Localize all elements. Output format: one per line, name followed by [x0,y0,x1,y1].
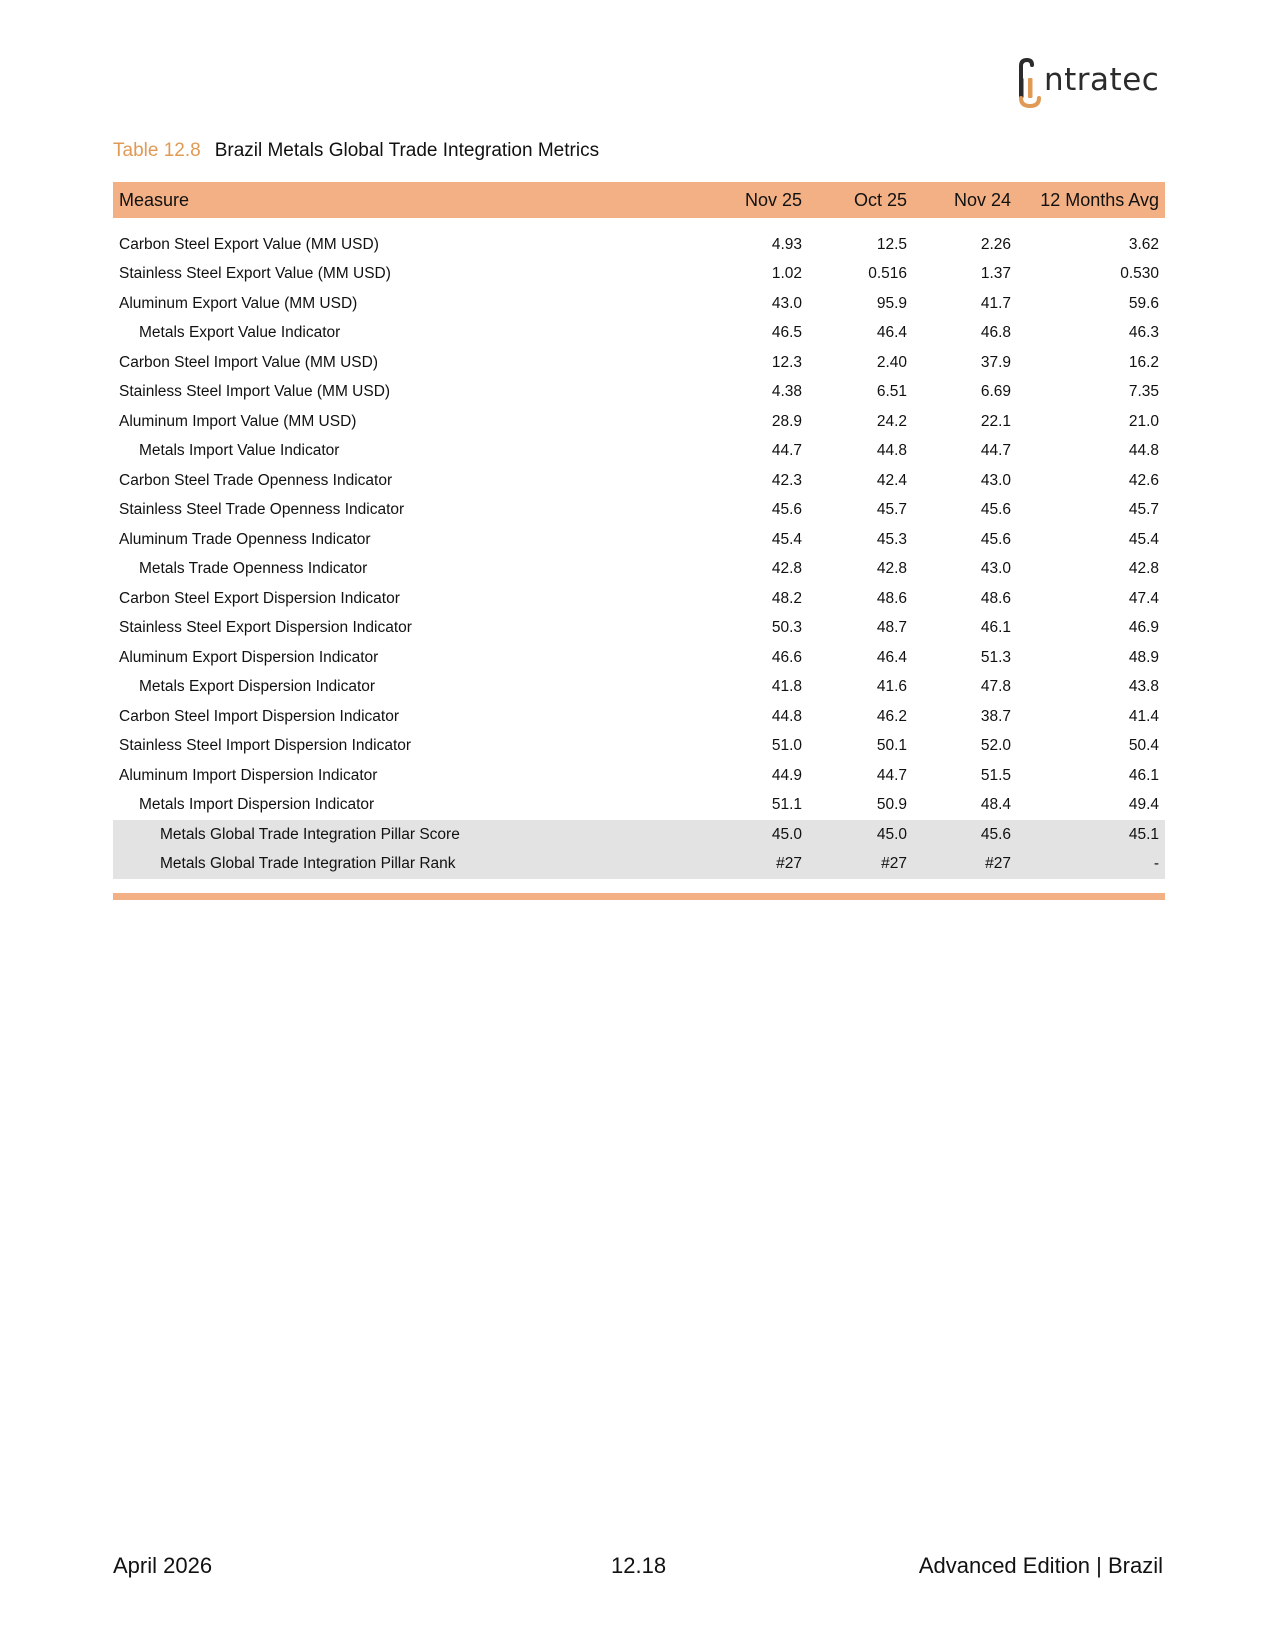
cell-nov-25: 1.02 [771,265,802,283]
table-row [113,791,1165,821]
cell-nov-24: 47.8 [980,678,1011,696]
pillar-rank-row [113,850,1165,880]
cell-12-months-avg: 59.6 [1128,294,1159,312]
cell-oct-25: 46.4 [876,324,907,342]
cell-12-months-avg: 46.3 [1128,324,1159,342]
cell-nov-24: 1.37 [980,265,1011,283]
cell-nov-25: 4.93 [771,235,802,253]
cell-nov-24: 46.8 [980,324,1011,342]
table-row [113,378,1165,408]
cell-nov-25: 28.9 [771,412,802,430]
cell-nov-24: 48.4 [980,796,1011,814]
cell-oct-25: 50.9 [876,796,907,814]
cell-oct-25: 48.6 [876,589,907,607]
cell-nov-25: 42.3 [771,471,802,489]
table-row [113,407,1165,437]
cell-oct-25: 44.7 [876,766,907,784]
cell-12-months-avg: 21.0 [1128,412,1159,430]
cell-nov-24: 43.0 [980,560,1011,578]
row-label: Carbon Steel Export Value (MM USD) [119,235,379,253]
row-label: Aluminum Trade Openness Indicator [119,530,371,548]
cell-nov-24: 45.6 [913,820,1017,850]
cell-oct-25: 50.1 [876,737,907,755]
table-row [113,260,1165,290]
footer-date: April 2026 [113,1553,213,1578]
table-row [113,584,1165,614]
cell-nov-24: 38.7 [980,707,1011,725]
cell-oct-25: 6.51 [876,383,907,401]
cell-12-months-avg: 7.35 [1128,383,1159,401]
row-label: Metals Export Dispersion Indicator [139,678,376,696]
cell-oct-25: 44.8 [876,442,907,460]
column-header-nov-25: Nov 25 [711,182,808,218]
table-row [113,673,1165,703]
cell-nov-25: 51.0 [771,737,802,755]
row-label: Carbon Steel Trade Openness Indicator [119,471,393,489]
cell-oct-25: 45.7 [876,501,907,519]
cell-oct-25: #27 [808,850,913,880]
cell-nov-24: 22.1 [980,412,1011,430]
cell-nov-24: 2.26 [980,235,1011,253]
cell-12-months-avg: 42.8 [1128,560,1159,578]
column-header-measure: Measure [113,182,711,218]
cell-nov-24: 45.6 [980,530,1011,548]
cell-oct-25: 48.7 [876,619,907,637]
cell-nov-24: 48.6 [980,589,1011,607]
cell-12-months-avg: 45.1 [1017,820,1165,850]
cell-12-months-avg: 45.7 [1128,501,1159,519]
row-label: Carbon Steel Export Dispersion Indicator [119,589,400,607]
cell-nov-25: 50.3 [771,619,802,637]
cell-12-months-avg: 43.8 [1128,678,1159,696]
cell-nov-25: 41.8 [771,678,802,696]
cell-oct-25: 41.6 [876,678,907,696]
cell-nov-24: 6.69 [980,383,1011,401]
table-row [113,319,1165,349]
row-label: Aluminum Export Dispersion Indicator [119,648,379,666]
cell-oct-25: 0.516 [868,265,907,283]
cell-12-months-avg: 46.1 [1128,766,1159,784]
table-header-row [113,182,1165,218]
cell-nov-25: #27 [711,850,808,880]
cell-12-months-avg: 0.530 [1120,265,1159,283]
cell-12-months-avg: 44.8 [1128,442,1159,460]
cell-nov-25: 12.3 [771,353,802,371]
table-row [113,614,1165,644]
cell-12-months-avg: 16.2 [1128,353,1159,371]
cell-nov-25: 51.1 [771,796,802,814]
table-row [113,289,1165,319]
cell-nov-24: 46.1 [980,619,1011,637]
cell-12-months-avg: 45.4 [1128,530,1159,548]
cell-oct-25: 24.2 [876,412,907,430]
cell-oct-25: 46.4 [876,648,907,666]
cell-nov-25: 44.9 [771,766,802,784]
cell-12-months-avg: 41.4 [1128,707,1159,725]
cell-nov-24: 52.0 [980,737,1011,755]
table-row [113,555,1165,585]
cell-oct-25: 42.8 [876,560,907,578]
row-label: Carbon Steel Import Value (MM USD) [119,353,378,371]
row-label: Aluminum Import Dispersion Indicator [119,766,378,784]
row-label: Aluminum Import Value (MM USD) [119,412,357,430]
cell-oct-25: 2.40 [876,353,907,371]
cell-nov-25: 42.8 [771,560,802,578]
cell-nov-25: 45.0 [711,820,808,850]
cell-nov-25: 43.0 [771,294,802,312]
cell-nov-24: 51.5 [980,766,1011,784]
column-header-oct-25: Oct 25 [808,182,913,218]
cell-oct-25: 45.3 [876,530,907,548]
row-label: Metals Trade Openness Indicator [139,560,368,578]
row-label: Metals Import Dispersion Indicator [139,796,375,814]
table-row [113,761,1165,791]
cell-nov-24: 43.0 [980,471,1011,489]
table-spacer-row [113,218,1165,230]
table-title: Brazil Metals Global Trade Integration Metrics [214,140,600,161]
cell-oct-25: 95.9 [876,294,907,312]
cell-12-months-avg: 46.9 [1128,619,1159,637]
cell-nov-24: #27 [913,850,1017,880]
row-label: Carbon Steel Import Dispersion Indicator [119,707,399,725]
cell-12-months-avg: 49.4 [1128,796,1159,814]
cell-nov-25: 48.2 [771,589,802,607]
cell-nov-24: 41.7 [980,294,1011,312]
table-caption [113,140,599,162]
row-label: Stainless Steel Import Value (MM USD) [119,383,391,401]
row-label: Metals Global Trade Integration Pillar Rank [113,850,711,880]
table-row [113,230,1165,260]
column-header-nov-24: Nov 24 [913,182,1017,218]
cell-12-months-avg: 3.62 [1128,235,1159,253]
cell-nov-25: 46.5 [771,324,802,342]
table-number: Table 12.8 [113,140,201,161]
column-header-12-months-avg: 12 Months Avg [1017,182,1165,218]
row-label: Stainless Steel Trade Openness Indicator [119,501,405,519]
cell-nov-25: 45.4 [771,530,802,548]
table-row [113,702,1165,732]
table-row [113,496,1165,526]
logo-text: ntratec [1044,62,1160,98]
row-label: Aluminum Export Value (MM USD) [119,294,358,312]
table-row [113,437,1165,467]
table-row [113,643,1165,673]
cell-nov-25: 45.6 [771,501,802,519]
table-row [113,525,1165,555]
table-row [113,348,1165,378]
row-label: Metals Export Value Indicator [139,324,341,342]
row-label: Metals Global Trade Integration Pillar Score [113,820,711,850]
footer-edition: Advanced Edition | Brazil [918,1553,1163,1578]
cell-nov-25: 44.7 [771,442,802,460]
pillar-score-row [113,820,1165,850]
cell-oct-25: 42.4 [876,471,907,489]
cell-nov-24: 37.9 [980,353,1011,371]
row-label: Metals Import Value Indicator [139,442,340,460]
footer-page-number: 12.18 [611,1553,667,1578]
cell-nov-25: 46.6 [771,648,802,666]
cell-nov-24: 45.6 [980,501,1011,519]
cell-nov-24: 51.3 [980,648,1011,666]
cell-12-months-avg: 48.9 [1128,648,1159,666]
cell-oct-25: 45.0 [808,820,913,850]
table-bottom-rule [113,893,1165,900]
table-row [113,466,1165,496]
cell-nov-25: 4.38 [771,383,802,401]
row-label: Stainless Steel Import Dispersion Indicator [119,737,412,755]
cell-oct-25: 46.2 [876,707,907,725]
metrics-table [113,182,1165,879]
cell-12-months-avg: 47.4 [1128,589,1159,607]
intratec-logo [1018,56,1168,112]
cell-12-months-avg: 50.4 [1128,737,1159,755]
row-label: Stainless Steel Export Value (MM USD) [119,265,391,283]
cell-oct-25: 12.5 [876,235,907,253]
cell-nov-25: 44.8 [771,707,802,725]
cell-nov-24: 44.7 [980,442,1011,460]
row-label: Stainless Steel Export Dispersion Indicator [119,619,412,637]
cell-12-months-avg: 42.6 [1128,471,1159,489]
table-row [113,732,1165,762]
cell-12-months-avg: - [1017,850,1165,880]
